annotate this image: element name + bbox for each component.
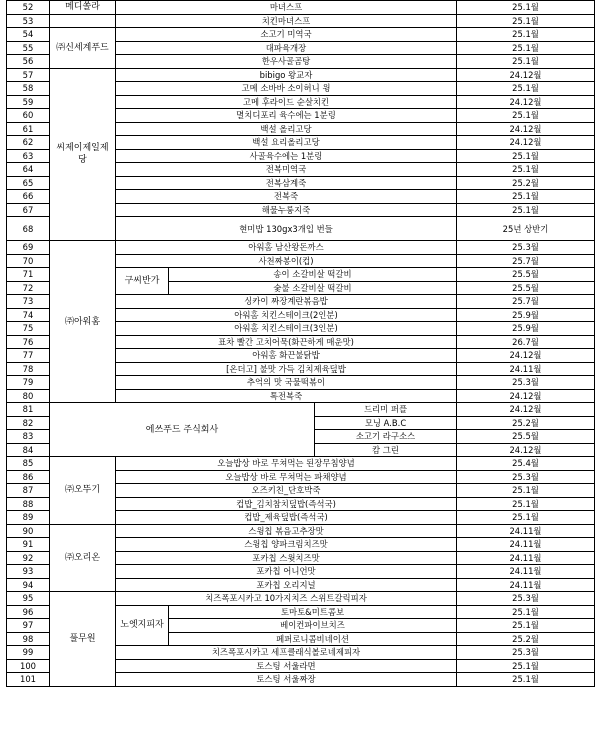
release-date: 25.1월 <box>457 41 595 55</box>
release-date: 25.4월 <box>457 457 595 471</box>
release-date: 25.5월 <box>457 268 595 282</box>
release-date: 24.12월 <box>457 443 595 457</box>
product-name: 톡전복죽 <box>116 389 457 403</box>
release-date: 25.1월 <box>457 190 595 204</box>
product-name: 아워홈 화끈불닭밥 <box>116 349 457 363</box>
release-date: 24.11월 <box>457 538 595 552</box>
release-date: 24.12월 <box>457 403 595 417</box>
release-date: 25.2월 <box>457 632 595 646</box>
release-date: 25.9월 <box>457 308 595 322</box>
row-number: 71 <box>7 268 50 282</box>
product-name: 치즈폭포시카고 세프클래식볼로네제피자 <box>116 646 457 660</box>
product-name: 사골육수에는 1분링 <box>116 149 457 163</box>
row-number: 80 <box>7 389 50 403</box>
row-number: 84 <box>7 443 50 457</box>
product-name: 컵밥_제육덮밥(즉석국) <box>116 511 457 525</box>
release-date: 25.1월 <box>457 605 595 619</box>
company-name: ㈜아워홈 <box>50 241 116 403</box>
row-number: 99 <box>7 646 50 660</box>
row-number: 55 <box>7 41 50 55</box>
row-number: 72 <box>7 281 50 295</box>
product-name: 고메 소바바 소이허니 윙 <box>116 82 457 96</box>
table-row <box>7 68 595 82</box>
row-number: 83 <box>7 430 50 444</box>
release-date: 25.5월 <box>457 430 595 444</box>
row-number: 94 <box>7 578 50 592</box>
table-row <box>7 457 595 471</box>
release-date: 25.2월 <box>457 176 595 190</box>
row-number: 92 <box>7 551 50 565</box>
product-name: 아워홈 치킨스테이크(2인분) <box>116 308 457 322</box>
release-date: 24.11월 <box>457 565 595 579</box>
row-number: 68 <box>7 217 50 241</box>
row-number: 89 <box>7 511 50 525</box>
product-name: 현미밥 130gx3개입 번들 <box>116 217 457 241</box>
row-number: 81 <box>7 403 50 417</box>
row-number: 53 <box>7 14 50 28</box>
product-name: 숯불 소갈비살 떡갈비 <box>169 281 457 295</box>
product-name: 포카칩 오리지널 <box>116 578 457 592</box>
release-date: 24.12월 <box>457 95 595 109</box>
release-date: 25.2월 <box>457 416 595 430</box>
release-date: 25.1월 <box>457 511 595 525</box>
row-number: 77 <box>7 349 50 363</box>
product-name: bibigo 왕교자 <box>116 68 457 82</box>
row-number: 78 <box>7 362 50 376</box>
row-number: 91 <box>7 538 50 552</box>
product-name: 송이 소갈비살 떡갈비 <box>169 268 457 282</box>
table-row <box>7 524 595 538</box>
product-name: 아워홈 남산왕돈까스 <box>116 241 457 255</box>
release-date: 25.1월 <box>457 619 595 633</box>
product-name: 치즈폭포시카고 10가지치즈 스위트갈릭피자 <box>116 592 457 606</box>
release-date: 25.1월 <box>457 163 595 177</box>
row-number: 64 <box>7 163 50 177</box>
row-number: 85 <box>7 457 50 471</box>
row-number: 97 <box>7 619 50 633</box>
release-date: 24.11월 <box>457 551 595 565</box>
release-date: 24.11월 <box>457 578 595 592</box>
product-name: 해물누룽지죽 <box>116 203 457 217</box>
release-date: 24.12월 <box>457 68 595 82</box>
release-date: 24.12월 <box>457 349 595 363</box>
product-name: 멸치디포리 육수에는 1분링 <box>116 109 457 123</box>
row-number: 90 <box>7 524 50 538</box>
row-number: 63 <box>7 149 50 163</box>
table-row <box>7 14 595 28</box>
table-row <box>7 241 595 255</box>
release-date: 25.1월 <box>457 55 595 69</box>
sub-brand: 노엣지피자 <box>116 605 169 646</box>
row-number: 52 <box>7 1 50 15</box>
product-name: 전복죽 <box>116 190 457 204</box>
row-number: 75 <box>7 322 50 336</box>
product-name: 추억의 맛 국물떡볶이 <box>116 376 457 390</box>
product-name: 스윙칩 양파크림치즈맛 <box>116 538 457 552</box>
row-number: 66 <box>7 190 50 204</box>
release-date: 25.3월 <box>457 241 595 255</box>
product-name: 전복삼계죽 <box>116 176 457 190</box>
product-name: 토스팅 서울라면 <box>116 659 457 673</box>
release-date: 25.1월 <box>457 497 595 511</box>
product-name: 포카칩 어니언맛 <box>116 565 457 579</box>
product-name: 컵밥_김치참치덮밥(즉석국) <box>116 497 457 511</box>
product-name: 오늘밥상 바로 무쳐먹는 파채양념 <box>116 470 457 484</box>
product-name: 대파육개장 <box>116 41 457 55</box>
product-name: 스윙칩 볶음고추장맛 <box>116 524 457 538</box>
release-date: 25.9월 <box>457 322 595 336</box>
release-date: 26.7월 <box>457 335 595 349</box>
row-number: 62 <box>7 136 50 150</box>
row-number: 69 <box>7 241 50 255</box>
release-date: 25.3월 <box>457 592 595 606</box>
row-number: 98 <box>7 632 50 646</box>
product-name: 소고기 라구소스 <box>315 430 457 444</box>
table-row <box>7 403 595 417</box>
release-date: 24.12월 <box>457 389 595 403</box>
row-number: 56 <box>7 55 50 69</box>
product-name: 싱카이 짜장계란볶음밥 <box>116 295 457 309</box>
release-date: 25.1월 <box>457 203 595 217</box>
company-name: ㈜신세계푸드 <box>50 28 116 69</box>
product-name: 드리미 퍼플 <box>315 403 457 417</box>
company-name: 에쓰푸드 주식회사 <box>50 403 315 457</box>
product-name: 백설 올리고당 <box>116 122 457 136</box>
row-number: 93 <box>7 565 50 579</box>
release-date: 25년 상반기 <box>457 217 595 241</box>
sub-brand: 구씨반가 <box>116 268 169 295</box>
row-number: 70 <box>7 254 50 268</box>
product-name: 표차 빨간 고치어묵(화끈하게 매운맛) <box>116 335 457 349</box>
product-name: 포카칩 스윗치즈맛 <box>116 551 457 565</box>
release-date: 25.1월 <box>457 14 595 28</box>
company-name: 풀무원 <box>50 592 116 687</box>
release-date: 24.12월 <box>457 122 595 136</box>
product-name: 베이컨파이브치즈 <box>169 619 457 633</box>
product-table <box>6 0 595 687</box>
release-date: 25.1월 <box>457 659 595 673</box>
table-row <box>7 1 595 15</box>
product-name: 캄 그린 <box>315 443 457 457</box>
product-name: 치킨마녀스프 <box>116 14 457 28</box>
row-number: 96 <box>7 605 50 619</box>
row-number: 87 <box>7 484 50 498</box>
product-name: 아워홈 치킨스테이크(3인분) <box>116 322 457 336</box>
row-number: 61 <box>7 122 50 136</box>
release-date: 24.11월 <box>457 362 595 376</box>
product-name: 모닝 A.B.C <box>315 416 457 430</box>
row-number: 58 <box>7 82 50 96</box>
release-date: 25.1월 <box>457 1 595 15</box>
product-name: 마녀스프 <box>116 1 457 15</box>
company-name <box>50 14 116 28</box>
row-number: 82 <box>7 416 50 430</box>
row-number: 76 <box>7 335 50 349</box>
release-date: 25.3월 <box>457 376 595 390</box>
product-name: 전복미역국 <box>116 163 457 177</box>
row-number: 88 <box>7 497 50 511</box>
company-name: 메디쏠라 <box>50 1 116 15</box>
company-name: 씨제이제일제당 <box>50 68 116 241</box>
row-number: 79 <box>7 376 50 390</box>
product-name: 소고기 미역국 <box>116 28 457 42</box>
product-name: 페퍼로니콤비네이션 <box>169 632 457 646</box>
release-date: 25.5월 <box>457 281 595 295</box>
row-number: 73 <box>7 295 50 309</box>
table-row <box>7 28 595 42</box>
release-date: 25.1월 <box>457 149 595 163</box>
row-number: 95 <box>7 592 50 606</box>
release-date: 25.1월 <box>457 484 595 498</box>
row-number: 86 <box>7 470 50 484</box>
row-number: 59 <box>7 95 50 109</box>
release-date: 24.12월 <box>457 136 595 150</box>
table-body <box>7 1 595 687</box>
row-number: 65 <box>7 176 50 190</box>
product-name: 오늘밥상 바로 무쳐먹는 된장무침양념 <box>116 457 457 471</box>
row-number: 67 <box>7 203 50 217</box>
company-name: ㈜오리온 <box>50 524 116 592</box>
release-date: 25.1월 <box>457 109 595 123</box>
release-date: 25.7월 <box>457 254 595 268</box>
row-number: 54 <box>7 28 50 42</box>
product-name: 토마토&미트콤보 <box>169 605 457 619</box>
release-date: 25.3월 <box>457 646 595 660</box>
row-number: 74 <box>7 308 50 322</box>
product-name: 사천짜봉이(컵) <box>116 254 457 268</box>
product-name: 한우사골곰탕 <box>116 55 457 69</box>
release-date: 25.3월 <box>457 470 595 484</box>
product-name: 토스팅 서울짜장 <box>116 673 457 687</box>
product-name: [온더고] 불맛 가득 김치제육덮밥 <box>116 362 457 376</box>
release-date: 25.7월 <box>457 295 595 309</box>
row-number: 57 <box>7 68 50 82</box>
row-number: 60 <box>7 109 50 123</box>
product-name: 고메 후라이드 순살치킨 <box>116 95 457 109</box>
product-name: 백설 요리올리고당 <box>116 136 457 150</box>
release-date: 25.1월 <box>457 82 595 96</box>
product-name: 오즈키친_단호박죽 <box>116 484 457 498</box>
release-date: 25.1월 <box>457 673 595 687</box>
company-name: ㈜오뚜기 <box>50 457 116 525</box>
release-date: 25.1월 <box>457 28 595 42</box>
release-date: 24.11월 <box>457 524 595 538</box>
row-number: 100 <box>7 659 50 673</box>
row-number: 101 <box>7 673 50 687</box>
table-row <box>7 592 595 606</box>
